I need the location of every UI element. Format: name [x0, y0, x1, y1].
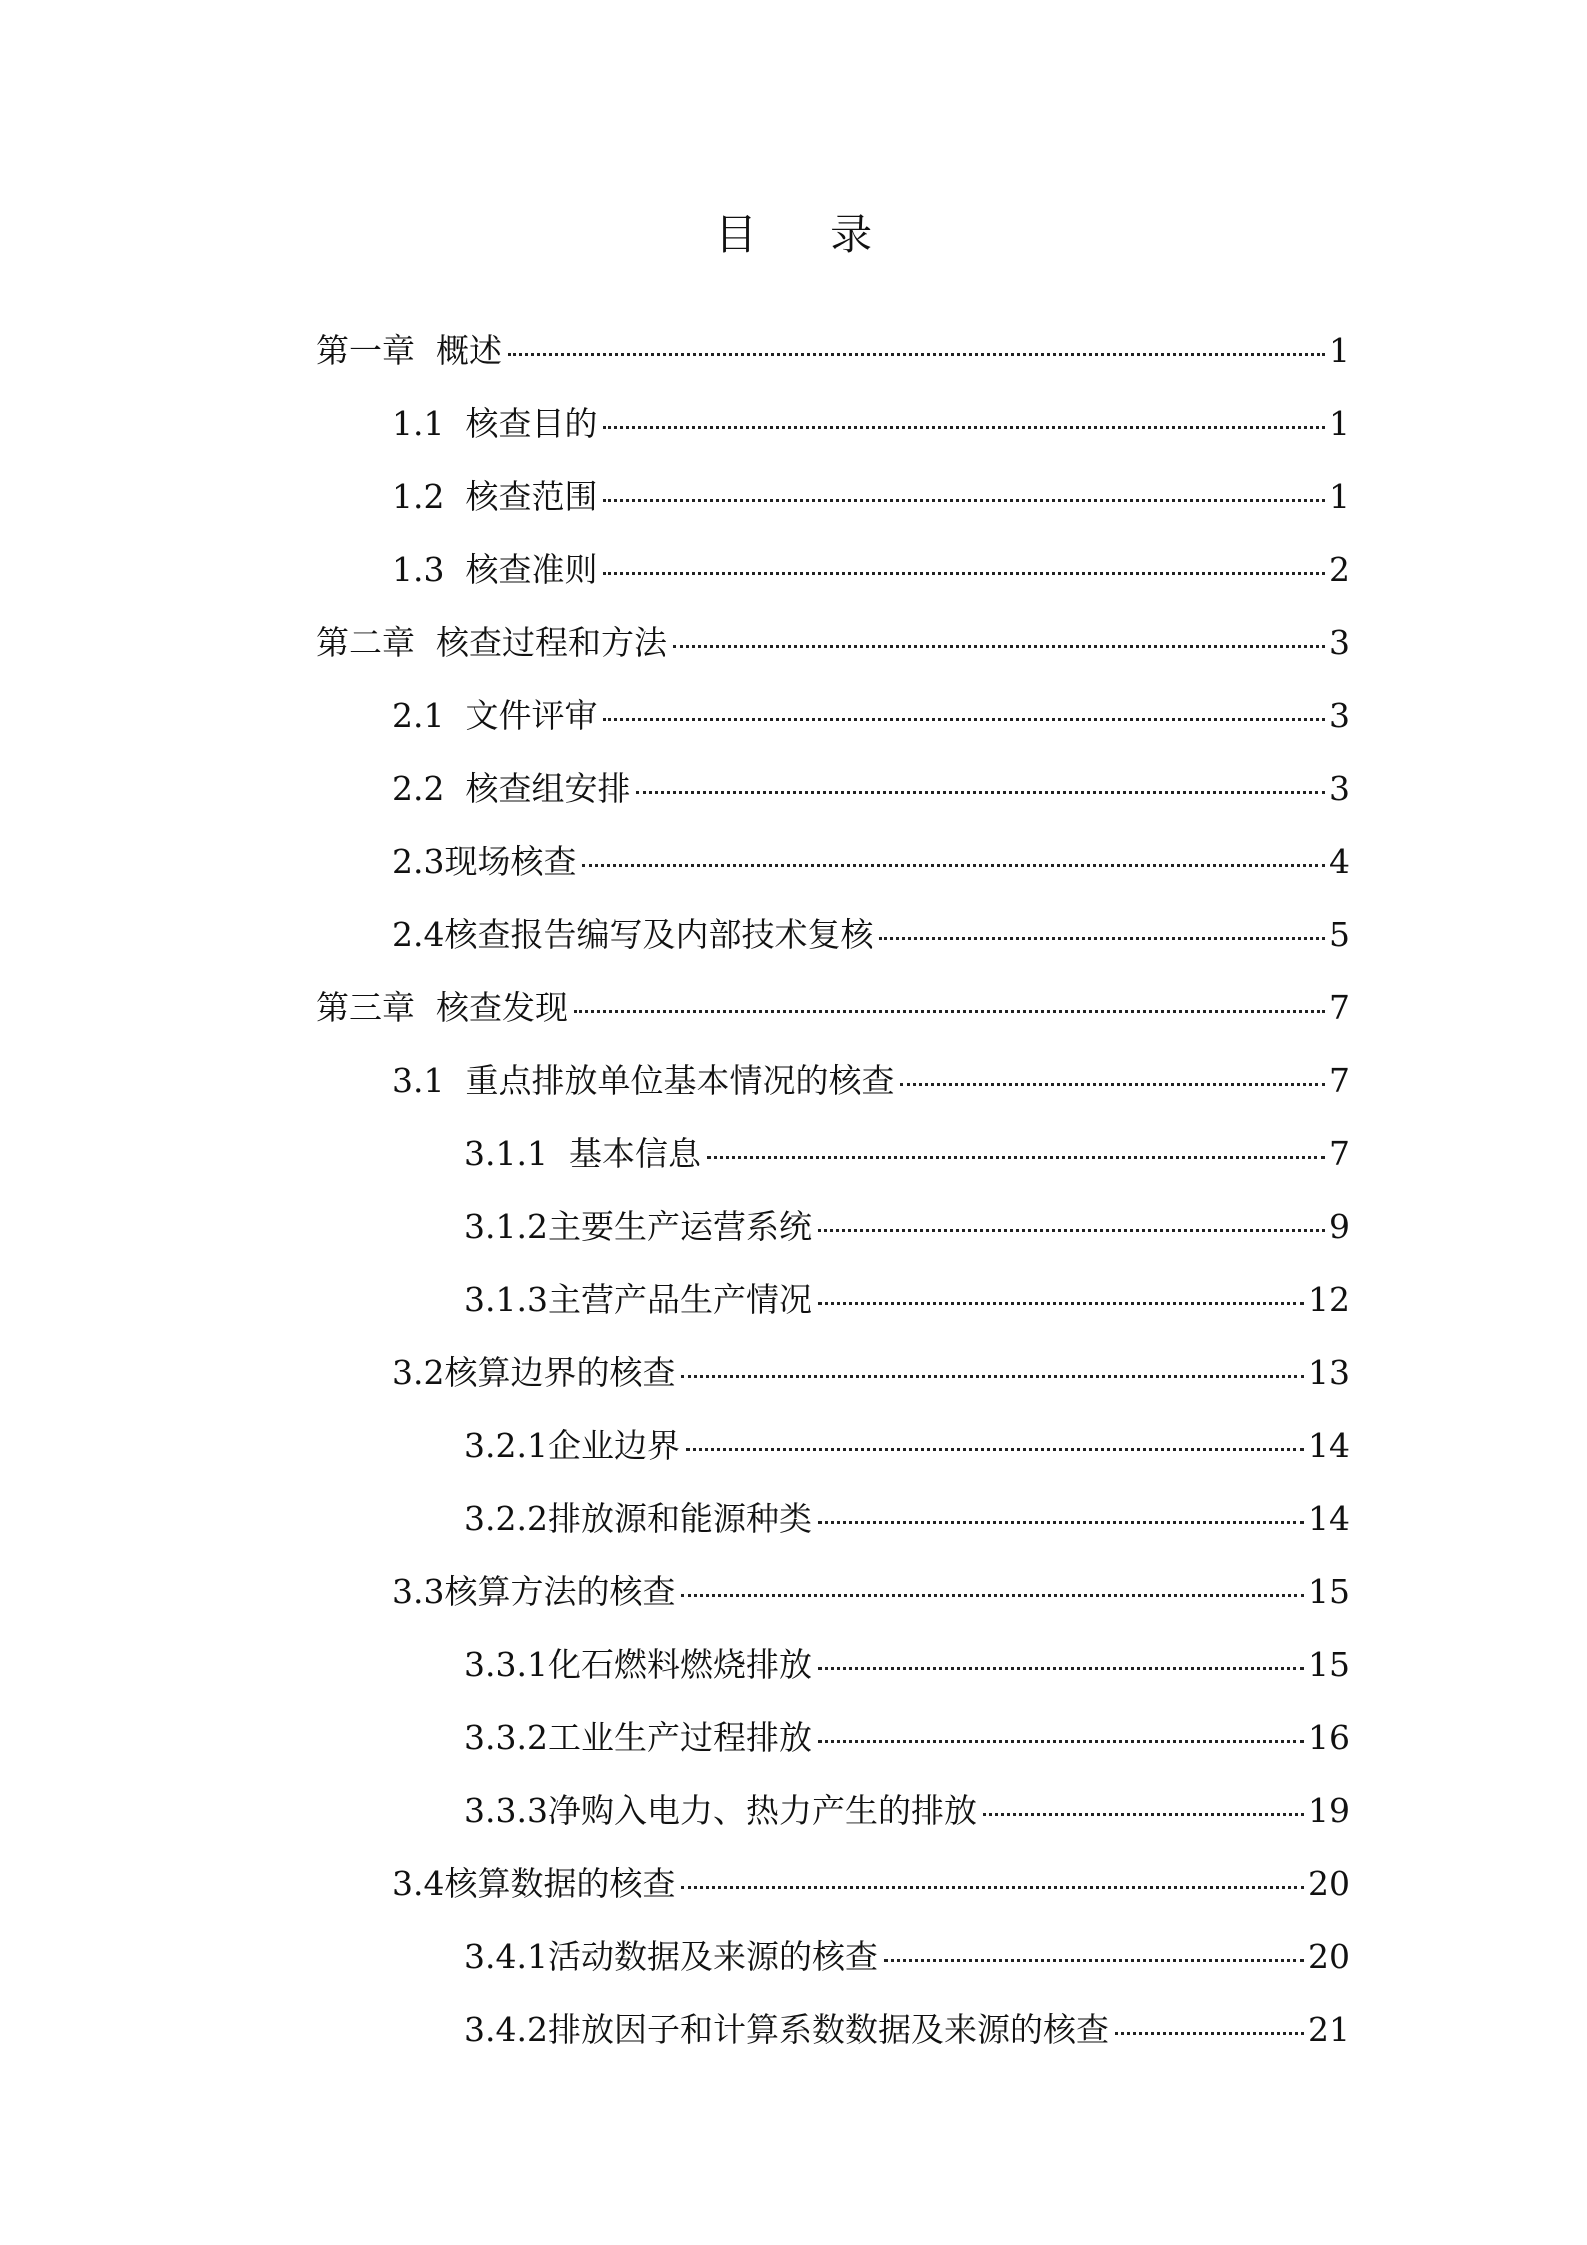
toc-dot-leader	[681, 1886, 1304, 1889]
toc-dot-leader	[818, 1229, 1325, 1232]
toc-dot-leader	[686, 1448, 1304, 1451]
toc-entry-title: 3.2.1企业边界	[464, 1426, 680, 1465]
toc-entry-title: 3.4.1活动数据及来源的核查	[464, 1937, 878, 1976]
toc-entry-title: 第一章 概述	[316, 331, 502, 370]
toc-dot-leader	[681, 1375, 1304, 1378]
toc-entry[interactable]	[316, 1048, 1350, 1121]
toc-page-number: 12	[1308, 1280, 1350, 1319]
toc-entry[interactable]	[316, 1997, 1350, 2070]
toc-dot-leader	[673, 645, 1325, 648]
toc-page-number: 1	[1329, 477, 1350, 516]
toc-dot-leader	[1115, 2032, 1304, 2035]
page-title: 目 录	[714, 210, 903, 260]
toc-page-number: 14	[1308, 1426, 1350, 1465]
toc-entry[interactable]	[316, 537, 1350, 610]
toc-entry-title: 3.1.3主营产品生产情况	[464, 1280, 812, 1319]
toc-dot-leader	[603, 426, 1325, 429]
toc-page-number: 3	[1329, 769, 1350, 808]
toc-entry[interactable]	[316, 829, 1350, 902]
toc-entry[interactable]	[316, 1194, 1350, 1267]
toc-entry-title: 3.3.3净购入电力、热力产生的排放	[464, 1791, 977, 1830]
toc-entry-title: 3.1.1 基本信息	[464, 1134, 701, 1173]
toc-page-number: 14	[1308, 1499, 1350, 1538]
toc-dot-leader	[582, 864, 1325, 867]
toc-page-number: 15	[1308, 1645, 1350, 1684]
toc-page-number: 3	[1329, 696, 1350, 735]
toc-page-number: 7	[1329, 1061, 1350, 1100]
toc-page-number: 7	[1329, 988, 1350, 1027]
toc-page-number: 21	[1308, 2010, 1350, 2049]
toc-page-number: 16	[1308, 1718, 1350, 1757]
toc-entry[interactable]	[316, 610, 1350, 683]
toc-dot-leader	[603, 572, 1325, 575]
toc-page-number: 13	[1308, 1353, 1350, 1392]
toc-entry[interactable]	[316, 902, 1350, 975]
toc-entry-title: 3.3.2工业生产过程排放	[464, 1718, 812, 1757]
toc-entry-title: 2.2 核查组安排	[392, 769, 631, 808]
toc-entry-title: 第三章 核查发现	[316, 988, 568, 1027]
toc-entry[interactable]	[316, 1486, 1350, 1559]
toc-entry-title: 1.2 核查范围	[392, 477, 598, 516]
toc-entry[interactable]	[316, 1705, 1350, 1778]
toc-entry-title: 3.1 重点排放单位基本情况的核查	[392, 1061, 895, 1100]
toc-entry-title: 2.1 文件评审	[392, 696, 598, 735]
toc-entry-title: 1.3 核查准则	[392, 550, 598, 589]
toc-dot-leader	[681, 1594, 1304, 1597]
toc-page-number: 1	[1329, 404, 1350, 443]
toc-dot-leader	[983, 1813, 1304, 1816]
toc-entry[interactable]	[316, 1340, 1350, 1413]
toc-entry-title: 3.3.1化石燃料燃烧排放	[464, 1645, 812, 1684]
toc-entry[interactable]	[316, 1267, 1350, 1340]
table-of-contents	[316, 318, 1350, 2070]
toc-entry[interactable]	[316, 975, 1350, 1048]
toc-entry[interactable]	[316, 464, 1350, 537]
toc-entry[interactable]	[316, 1121, 1350, 1194]
toc-dot-leader	[884, 1959, 1304, 1962]
toc-dot-leader	[574, 1010, 1325, 1013]
toc-entry[interactable]	[316, 1924, 1350, 1997]
toc-entry[interactable]	[316, 683, 1350, 756]
toc-page-number: 5	[1329, 915, 1350, 954]
toc-entry[interactable]	[316, 318, 1350, 391]
toc-dot-leader	[818, 1667, 1304, 1670]
toc-page-number: 9	[1329, 1207, 1350, 1246]
toc-page-number: 20	[1308, 1937, 1350, 1976]
toc-page-number: 1	[1329, 331, 1350, 370]
toc-dot-leader	[707, 1156, 1325, 1159]
toc-entry[interactable]	[316, 1413, 1350, 1486]
toc-entry-title: 第二章 核查过程和方法	[316, 623, 667, 662]
toc-entry-title: 3.4.2排放因子和计算系数数据及来源的核查	[464, 2010, 1109, 2049]
toc-entry-title: 1.1 核查目的	[392, 404, 598, 443]
toc-dot-leader	[879, 937, 1325, 940]
toc-dot-leader	[603, 499, 1325, 502]
toc-entry[interactable]	[316, 1559, 1350, 1632]
toc-entry-title: 3.1.2主要生产运营系统	[464, 1207, 812, 1246]
toc-entry-title: 3.4核算数据的核查	[392, 1864, 676, 1903]
toc-page-number: 15	[1308, 1572, 1350, 1611]
toc-page-number: 7	[1329, 1134, 1350, 1173]
toc-dot-leader	[818, 1740, 1304, 1743]
toc-entry-title: 3.3核算方法的核查	[392, 1572, 676, 1611]
toc-dot-leader	[818, 1521, 1304, 1524]
toc-page-number: 4	[1329, 842, 1350, 881]
toc-entry-title: 2.4核查报告编写及内部技术复核	[392, 915, 874, 954]
toc-page-number: 19	[1308, 1791, 1350, 1830]
toc-entry[interactable]	[316, 1778, 1350, 1851]
toc-page-number: 20	[1308, 1864, 1350, 1903]
toc-entry-title: 3.2.2排放源和能源种类	[464, 1499, 812, 1538]
toc-dot-leader	[508, 353, 1325, 356]
toc-entry[interactable]	[316, 391, 1350, 464]
toc-entry[interactable]	[316, 1632, 1350, 1705]
toc-page-number: 3	[1329, 623, 1350, 662]
toc-dot-leader	[900, 1083, 1325, 1086]
toc-entry[interactable]	[316, 1851, 1350, 1924]
toc-page-number: 2	[1329, 550, 1350, 589]
toc-entry-title: 2.3现场核查	[392, 842, 577, 881]
toc-entry-title: 3.2核算边界的核查	[392, 1353, 676, 1392]
toc-dot-leader	[636, 791, 1325, 794]
toc-dot-leader	[818, 1302, 1304, 1305]
toc-entry[interactable]	[316, 756, 1350, 829]
toc-dot-leader	[603, 718, 1325, 721]
